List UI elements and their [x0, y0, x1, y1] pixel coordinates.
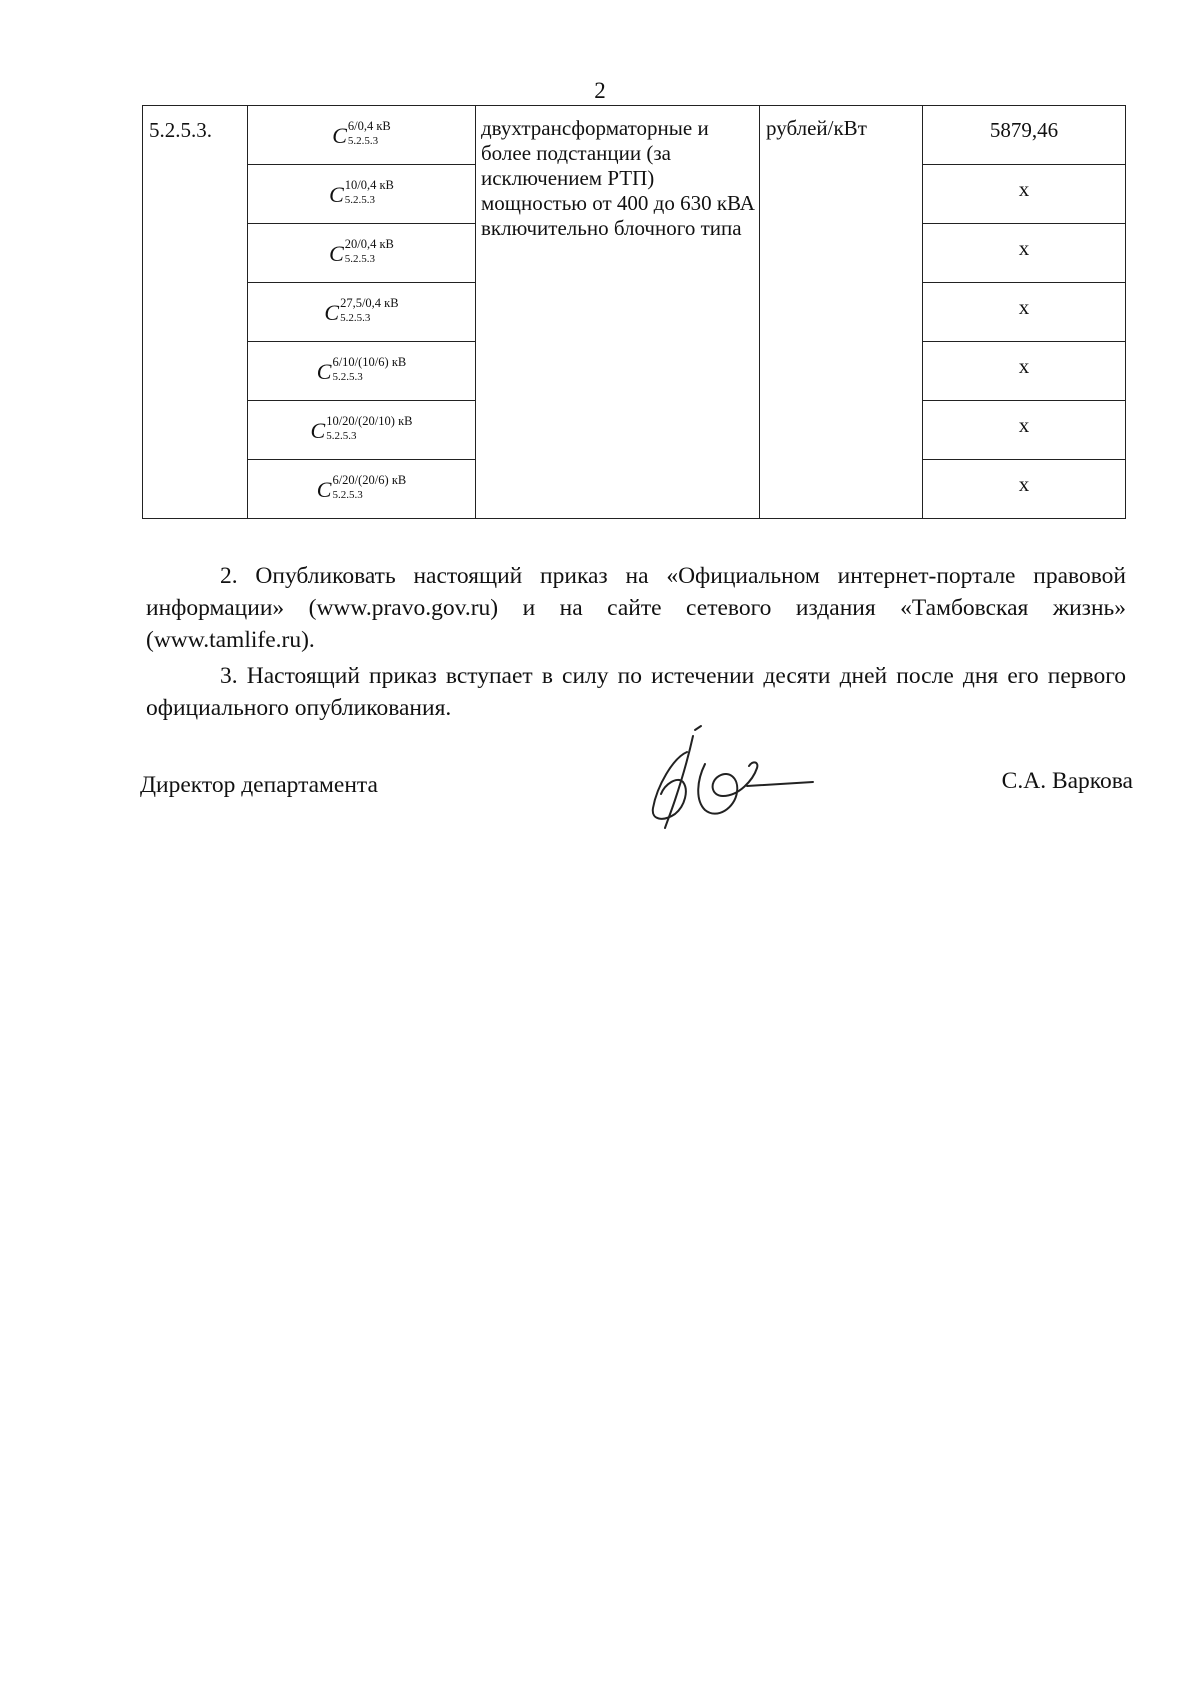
position-title: Директор департамента — [140, 772, 378, 798]
rate-symbol: C 6/10/(10/6) кВ 5.2.5.3 — [248, 342, 476, 401]
rate-symbol: C 20/0,4 кВ 5.2.5.3 — [248, 224, 476, 283]
rate-value: х — [923, 460, 1126, 519]
rate-symbol: C 27,5/0,4 кВ 5.2.5.3 — [248, 283, 476, 342]
row-description: двухтрансформаторные и более подстанции (за исключением РТП) мощностью от 400 до 630 кВА включительно блочного типа — [476, 106, 760, 519]
rate-value: х — [923, 283, 1126, 342]
handwritten-signature — [635, 724, 825, 834]
rate-symbol: C 6/20/(20/6) кВ 5.2.5.3 — [248, 460, 476, 519]
signatory-name: С.А. Варкова — [1001, 768, 1133, 794]
rate-value: 5879,46 — [923, 106, 1126, 165]
page-number: 2 — [594, 78, 606, 103]
rate-symbol: C 10/0,4 кВ 5.2.5.3 — [248, 165, 476, 224]
rate-value: х — [923, 401, 1126, 460]
rate-table — [142, 105, 1126, 519]
rate-value: х — [923, 224, 1126, 283]
signature-block — [140, 764, 1133, 824]
row-code: 5.2.5.3. — [143, 106, 248, 519]
rate-value: х — [923, 342, 1126, 401]
rate-symbol: C 10/20/(20/10) кВ 5.2.5.3 — [248, 401, 476, 460]
rate-symbol: C 6/0,4 кВ 5.2.5.3 — [248, 106, 476, 165]
paragraph-effective-date: 3. Настоящий приказ вступает в силу по истечении десяти дней после дня его первого официального опубликования. — [146, 663, 1126, 721]
table-row — [143, 106, 1126, 165]
row-unit: рублей/кВт — [760, 106, 923, 519]
paragraph-publication: 2. Опубликовать настоящий приказ на «Официальном интернет-портале правовой информации» (www.pravo.gov.ru) и на сайте сетевого издания «Тамбовская жизнь» (www.tamlife.ru). — [146, 563, 1126, 653]
rate-value: х — [923, 165, 1126, 224]
